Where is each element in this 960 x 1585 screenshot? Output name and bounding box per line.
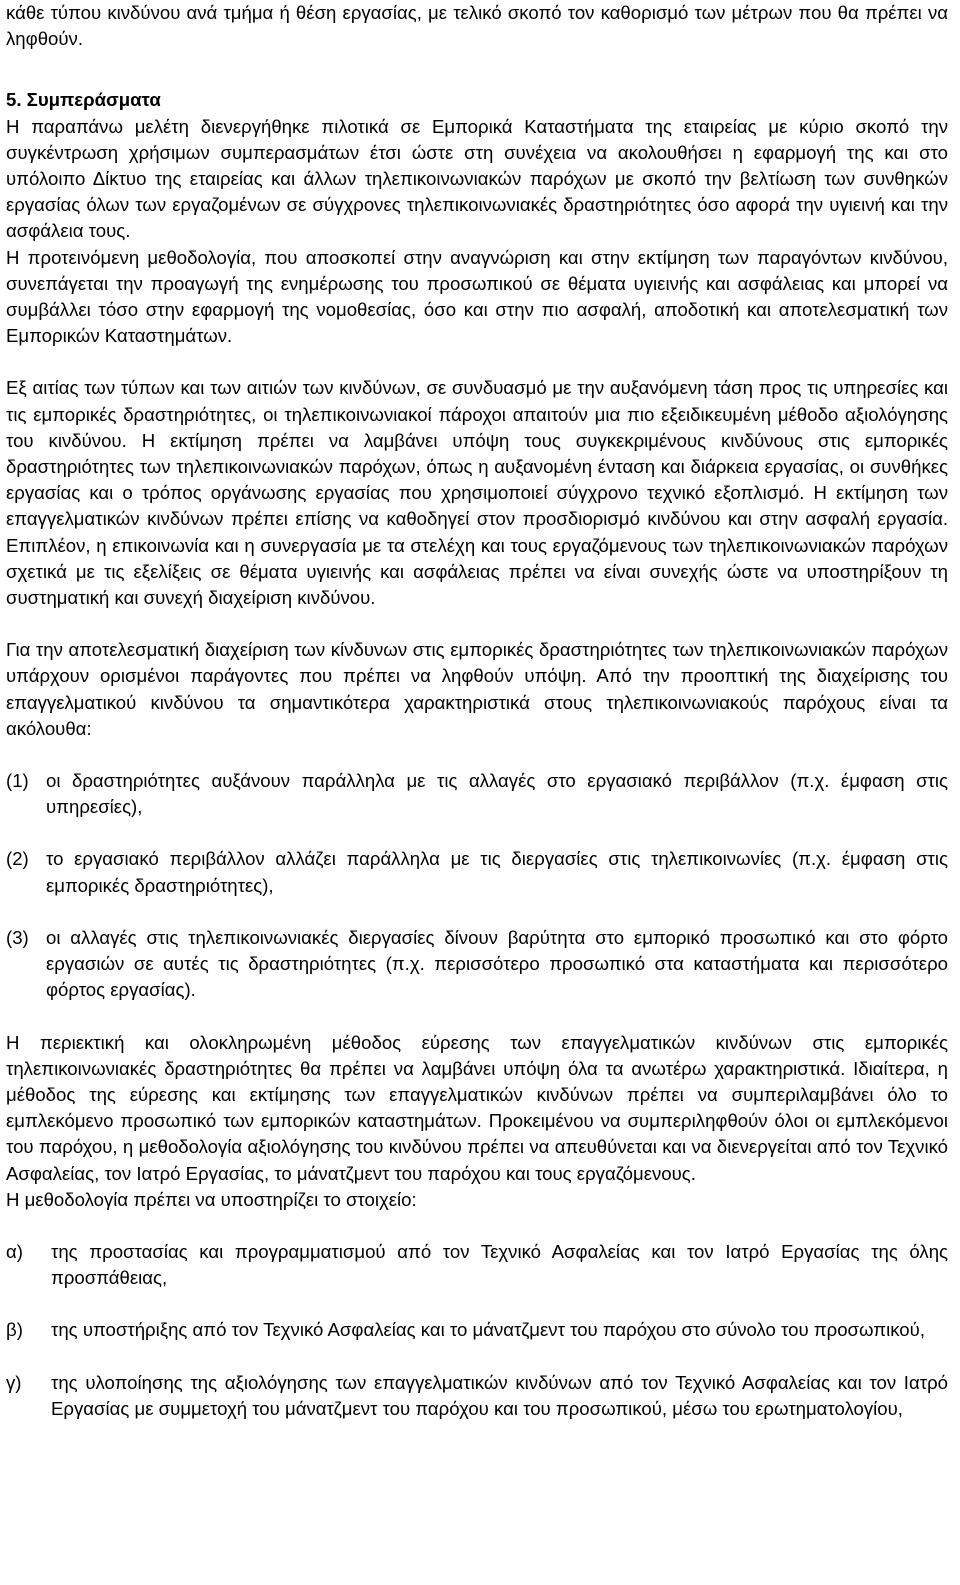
- list-item-text: της υποστήριξης από τον Τεχνικό Ασφαλείας και το μάνατζμεντ του παρόχου στο σύνολο του προσωπικού,: [51, 1319, 925, 1341]
- paragraph-methodology: Η προτεινόμενη μεθοδολογία, που αποσκοπεί στην αναγνώριση και στην εκτίμηση των παραγόντων κινδύνου, συνεπάγεται την προαγωγή της ενημέρωσης του προσωπικού σε θέματα υγιεινής και ασφάλειας και μπορεί να συμβάλλει τόσο στην εφαρμογή της νομοθεσίας, όσο και στην πιο ασφαλή, αποδοτική και αποτελεσματική των Εμπορικών Καταστημάτων.: [6, 246, 948, 347]
- alpha-list-item-c: [6, 1370, 948, 1422]
- list-item-text: της προστασίας και προγραμματισμού από τον Τεχνικό Ασφαλείας και τον Ιατρό Εργασίας της όλης προσπάθειας,: [51, 1240, 948, 1289]
- document-page: [6, 0, 948, 1422]
- list-marker: (1): [6, 770, 29, 792]
- alpha-list-item-b: [6, 1317, 948, 1343]
- numbered-list-item-3: [6, 925, 948, 1004]
- list-marker: (2): [6, 848, 29, 870]
- list-marker: α): [6, 1240, 23, 1262]
- list-marker: β): [6, 1319, 23, 1341]
- list-marker: γ): [6, 1371, 22, 1393]
- paragraph-study: Η παραπάνω μελέτη διενεργήθηκε πιλοτικά σε Εμπορικά Καταστήματα της εταιρείας με κύριο σκοπό την συγκέντρωση χρήσιμων συμπερασμάτων έτσι ώστε στη συνέχεια να ακολουθήσει η εφαρμογή της και στο υπόλοιπο Δίκτυο της εταιρείας και άλλων τηλεπικοινωνιακών παρόχων με σκοπό την βελτίωση των συνθηκών εργασίας όλων των εργαζομένων σε σύγχρονες τηλεπικοινωνιακές δραστηριότητες όσο αφορά την υγιεινή και την ασφάλεια τους.: [6, 115, 948, 242]
- alpha-list-item-a: [6, 1239, 948, 1291]
- paragraph-comprehensive-method: Η περιεκτική και ολοκληρωμένη μέθοδος εύρεσης των επαγγελματικών κινδύνων στις εμπορικές τηλεπικοινωνιακές δραστηριότητες θα πρέπει να λαμβάνει υπόψη όλα τα ανωτέρω χαρακτηριστικά. Ιδιαίτερα, η μέθοδος της εύρεσης και εκτίμησης των επαγγελματικών κινδύνων πρέπει να συμπεριλαμβάνει όλο το εμπλεκόμενο προσωπικό των εμπορικών καταστημάτων. Προκειμένου να συμπεριληφθούν όλοι οι εμπλεκόμενοι του παρόχου, η μεθοδολογία αξιολόγησης του κινδύνου πρέπει να απευθύνεται και να διενεργείται από τον Τεχνικό Ασφαλείας, τον Ιατρό Εργασίας, το μάνατζμεντ του παρόχου και τους εργαζόμενους.: [6, 1031, 948, 1184]
- numbered-list-item-1: [6, 768, 948, 820]
- list-item-text: οι αλλαγές στις τηλεπικοινωνιακές διεργασίες δίνουν βαρύτητα στο εμπορικό προσωπικό και στο φόρτο εργασιών σε αυτές τις δραστηριότητες (π.χ. περισσότερο προσωπικό στα καταστήματα και περισσότερο φόρτος εργασίας).: [46, 926, 948, 1001]
- list-item-text: οι δραστηριότητες αυξάνουν παράλληλα με τις αλλαγές στο εργασιακό περιβάλλον (π.χ. έμφαση στις υπηρεσίες),: [46, 770, 948, 818]
- list-item-text: το εργασιακό περιβάλλον αλλάζει παράλληλα με τις διεργασίες στις τηλεπικοινωνίες (π.χ. έμφαση στις εμπορικές δραστηριότητες),: [46, 848, 948, 896]
- section-heading: 5. Συμπεράσματα: [6, 89, 161, 111]
- list-item-text: της υλοποίησης της αξιολόγησης των επαγγελματικών κινδύνων από τον Τεχνικό Ασφαλείας και τον Ιατρό Εργασίας με συμμετοχή του μάνατζμεντ του παρόχου και του προσωπικού, μέσω του ερωτηματολογίου,: [51, 1371, 948, 1419]
- intro-paragraph: κάθε τύπου κινδύνου ανά τμήμα ή θέση εργασίας, με τελικό σκοπό τον καθορισμό των μέτρων που θα πρέπει να ληφθούν.: [6, 2, 948, 50]
- paragraph-support: Η μεθοδολογία πρέπει να υποστηρίζει το στοιχείο:: [6, 1188, 417, 1210]
- paragraph-risk-management: Για την αποτελεσματική διαχείριση των κίνδυνων στις εμπορικές δραστηριότητες των τηλεπικοινωνιακών παρόχων υπάρχουν ορισμένοι παράγοντες που πρέπει να ληφθούν υπόψη. Από την προοπτική της διαχείρισης του επαγγελματικού κινδύνου τα σημαντικότερα χαρακτηριστικά στους τηλεπικοινωνιακούς παρόχους είναι τα ακόλουθα:: [6, 639, 948, 739]
- numbered-list-item-2: [6, 846, 948, 898]
- list-marker: (3): [6, 926, 29, 948]
- paragraph-risk-causes: Εξ αιτίας των τύπων και των αιτιών των κινδύνων, σε συνδυασμό με την αυξανόμενη τάση προς τις υπηρεσίες και τις εμπορικές δραστηριότητες, οι τηλεπικοινωνιακοί πάροχοι απαιτούν μια πιο εξειδικευμένη μέθοδο αξιολόγησης του κινδύνου. Η εκτίμηση πρέπει να λαμβάνει υπόψη τους συγκεκριμένους κινδύνους στις εμπορικές δραστηριότητες των τηλεπικοινωνιακών παρόχων, όπως η αυξανομένη ένταση και διάρκεια εργασίας, οι συνθήκες εργασίας και ο τρόπος οργάνωσης εργασίας που χρησιμοποιεί σύγχρονο τεχνικό εξοπλισμό. Η εκτίμηση των επαγγελματικών κινδύνων πρέπει επίσης να καθοδηγεί στον προσδιορισμό κινδύνου και στην ασφαλή εργασία. Επιπλέον, η επικοινωνία και η συνεργασία με τα στελέχη και τους εργαζόμενους των τηλεπικοινωνιακών παρόχων σχετικά με τις εξελίξεις σε θέματα υγιεινής και ασφάλειας πρέπει να είναι συνεχής ώστε να υποστηρίξουν τη συστηματική και συνεχή διαχείριση κινδύνου.: [6, 377, 948, 609]
